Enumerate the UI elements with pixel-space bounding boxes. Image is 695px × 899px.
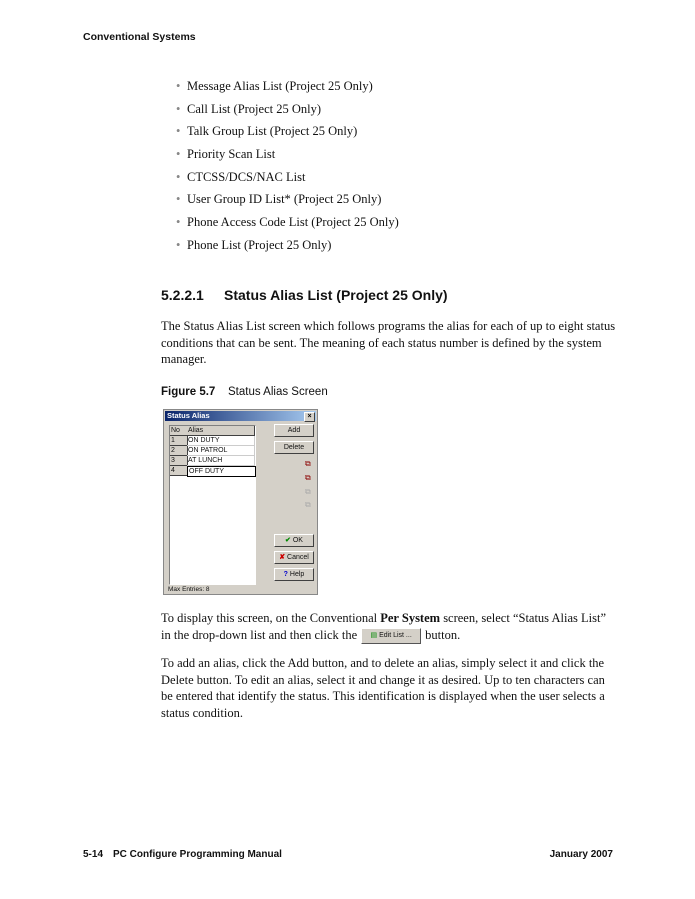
bullet-item: • Phone Access Code List (Project 25 Only)	[176, 215, 399, 229]
check-icon: ✔	[285, 537, 291, 544]
footer-left	[83, 849, 282, 860]
section-title: Status Alias List (Project 25 Only)	[224, 287, 448, 303]
row-number: 1	[170, 436, 188, 446]
alias-cell[interactable]: ON PATROL	[187, 446, 255, 456]
text: button.	[425, 627, 461, 642]
bullet-item: • CTCSS/DCS/NAC List	[176, 170, 306, 184]
row-number: 2	[170, 446, 188, 456]
bullet-text: Phone Access Code List (Project 25 Only)	[187, 215, 399, 229]
paragraph	[161, 610, 616, 644]
alias-cell-editing[interactable]: OFF DUTY	[187, 466, 256, 477]
figure-title: Status Alias Screen	[228, 386, 328, 398]
ok-button[interactable]	[274, 534, 314, 547]
bullet-item: • Priority Scan List	[176, 147, 276, 161]
cancel-label: Cancel	[287, 554, 309, 561]
bullet-text: Call List (Project 25 Only)	[187, 102, 322, 116]
bullet-text: Priority Scan List	[187, 147, 276, 161]
cancel-button[interactable]	[274, 551, 314, 564]
alias-cell[interactable]: AT LUNCH	[187, 456, 255, 466]
paragraph: To add an alias, click the Add button, and to delete an alias, simply select it and click the Delete button. To edit an alias, select it and change it as desired. Up to ten characters can be entered that identify the status. This identification is displayed when the user selects a status condition.	[161, 656, 605, 720]
bullet-item: • User Group ID List* (Project 25 Only)	[176, 192, 382, 206]
column-header-alias[interactable]: Alias	[187, 426, 255, 436]
row-number: 4	[170, 466, 188, 476]
section-number: 5.2.2.1	[161, 287, 204, 303]
bold-text: Per System	[380, 611, 441, 625]
edit-list-label: Edit List ...	[379, 631, 412, 639]
manual-title: PC Configure Programming Manual	[113, 849, 282, 860]
copy-icon[interactable]: ⧉	[305, 459, 311, 468]
ok-label: OK	[292, 537, 303, 544]
bullet-text: Talk Group List (Project 25 Only)	[187, 124, 358, 138]
list-icon: ▤	[370, 631, 378, 639]
alias-grid	[169, 425, 256, 585]
figure-label: Figure 5.7	[161, 386, 216, 398]
delete-button[interactable]: Delete	[274, 441, 314, 454]
dialog-title-bar	[165, 411, 316, 421]
text: screen, select “Status Alias List” in the drop-down list and then click the	[161, 611, 606, 642]
table-row[interactable]	[170, 456, 255, 466]
page-number: 5-14	[83, 849, 104, 860]
x-icon: ✘	[279, 554, 286, 561]
move-down-icon[interactable]: ⧉	[305, 500, 311, 509]
question-icon: ?	[283, 571, 288, 578]
bullet-text: CTCSS/DCS/NAC List	[187, 170, 306, 184]
column-header-no[interactable]: No	[170, 426, 188, 436]
bullet-item: • Call List (Project 25 Only)	[176, 102, 322, 116]
paragraph: The Status Alias List screen which follows programs the alias for each of up to eight status conditions that can be sent. The meaning of each status number is defined by the system manager.	[161, 319, 616, 366]
max-entries: Max Entries: 8	[168, 586, 210, 593]
row-number: 3	[170, 456, 188, 466]
edit-list-button-image	[361, 628, 421, 644]
bullet-text: Phone List (Project 25 Only)	[187, 238, 332, 252]
footer-date: January 2007	[549, 849, 613, 860]
table-row[interactable]	[170, 436, 255, 446]
bullet-item: • Message Alias List (Project 25 Only)	[176, 79, 373, 93]
alias-cell[interactable]: ON DUTY	[187, 436, 255, 446]
dialog-title: Status Alias	[167, 411, 210, 420]
move-up-icon[interactable]: ⧉	[305, 487, 311, 496]
text: To display this screen, on the Conventional	[161, 611, 381, 625]
bullet-item: • Phone List (Project 25 Only)	[176, 238, 332, 252]
section-heading	[161, 287, 448, 303]
figure-caption	[161, 386, 328, 398]
bullet-text: User Group ID List* (Project 25 Only)	[187, 192, 382, 206]
close-button[interactable]: ×	[304, 412, 315, 422]
add-button[interactable]: Add	[274, 424, 314, 437]
help-label: Help	[289, 571, 305, 578]
table-row[interactable]	[170, 466, 255, 476]
help-button[interactable]	[274, 568, 314, 581]
status-alias-dialog	[163, 409, 318, 595]
bullet-item: • Talk Group List (Project 25 Only)	[176, 124, 358, 138]
running-header: Conventional Systems	[83, 31, 196, 43]
grid-header	[170, 426, 255, 436]
paste-icon[interactable]: ⧉	[305, 473, 311, 482]
table-row[interactable]	[170, 446, 255, 456]
bullet-text: Message Alias List (Project 25 Only)	[187, 79, 373, 93]
